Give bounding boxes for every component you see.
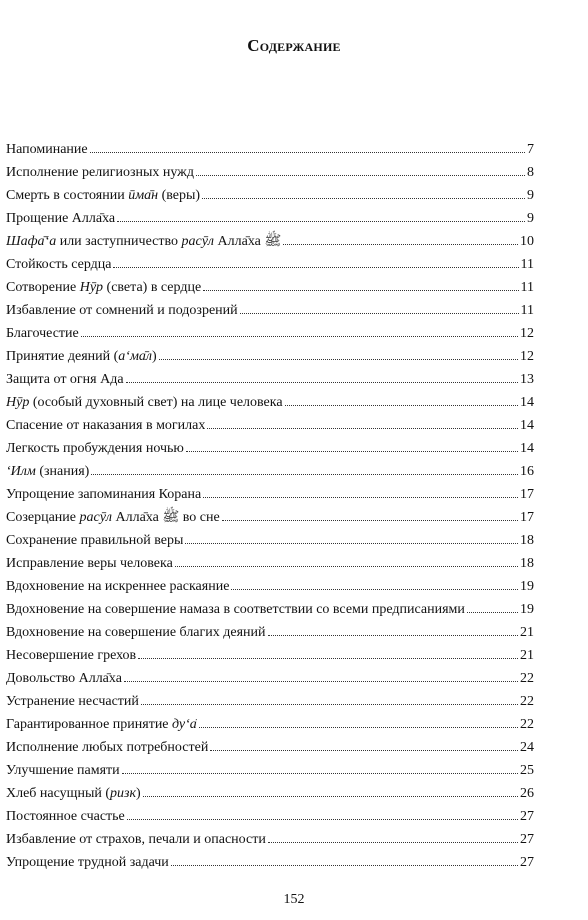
dot-leader	[196, 175, 525, 176]
toc-entry-title	[6, 529, 183, 552]
toc-entry-title	[6, 851, 169, 874]
toc-entry-page: 27	[520, 809, 534, 824]
toc-entry-page: 27	[520, 832, 534, 847]
toc-entry-title	[6, 391, 283, 414]
toc-entry-title	[6, 621, 266, 644]
toc-entry-text: Смерть в состоянии	[6, 188, 129, 203]
toc-entry-text: (особый духовный свет) на лице человека	[29, 395, 283, 410]
toc-entry-title	[6, 598, 465, 621]
toc-entry-text: Благочестие	[6, 326, 79, 341]
toc-entry	[6, 598, 534, 621]
toc-entry-title	[6, 736, 208, 759]
toc-entry	[6, 690, 534, 713]
toc-entry-title	[6, 782, 141, 805]
toc-entry	[6, 253, 534, 276]
toc-entry	[6, 184, 534, 207]
dot-leader	[203, 290, 518, 291]
toc-entry-text: Упрощение трудной задачи	[6, 855, 169, 870]
dot-leader	[203, 497, 518, 498]
toc-entry-page: 12	[520, 326, 534, 341]
toc-entry	[6, 805, 534, 828]
dot-leader	[268, 635, 518, 636]
dot-leader	[210, 750, 518, 751]
toc-entry	[6, 483, 534, 506]
toc-entry-text: Избавление от сомнений и подозрений	[6, 303, 238, 318]
toc-entry-page: 14	[520, 395, 534, 410]
toc-entry-page: 21	[520, 625, 534, 640]
toc-entry-text: Вдохновение на совершение благих деяний	[6, 625, 266, 640]
dot-leader	[185, 543, 518, 544]
toc-entry-title	[6, 575, 229, 598]
dot-leader	[124, 681, 518, 682]
toc-entry-text: )	[151, 349, 157, 364]
dot-leader	[240, 313, 519, 314]
dot-leader	[90, 152, 525, 153]
toc-entry-text: Упрощение запоминания Корана	[6, 487, 202, 502]
toc-entry-text: Легкость пробуждения ночью	[6, 441, 184, 456]
toc-entry	[6, 391, 534, 414]
toc-entry-page: 19	[520, 579, 534, 594]
toc-entry	[6, 529, 534, 552]
toc-entry	[6, 736, 534, 759]
toc-entry-title	[6, 253, 111, 276]
toc-entry-text: Прощение Алла̄ха	[6, 211, 116, 226]
toc-entry-text: Исполнение религиозных нужд	[6, 165, 194, 180]
toc-entry-title	[6, 483, 201, 506]
table-of-contents	[6, 138, 534, 874]
dot-leader	[113, 267, 518, 268]
toc-entry-term: Нӯр	[79, 280, 104, 295]
toc-entry-page: 22	[520, 717, 534, 732]
toc-entry-text: Гарантированное принятие	[6, 717, 173, 732]
toc-entry-page: 16	[520, 464, 534, 479]
toc-entry-page: 17	[520, 510, 534, 525]
toc-entry-title	[6, 690, 139, 713]
toc-entry-page: 24	[520, 740, 534, 755]
toc-entry-term: ʻИлм	[6, 464, 36, 479]
toc-entry-text: Улучшение памяти	[6, 763, 120, 778]
toc-entry-text: Напоминание	[6, 142, 88, 157]
toc-entry-title	[6, 230, 281, 253]
toc-entry	[6, 460, 534, 483]
toc-entry-text: Вдохновение на совершение намаза в соответствии со всеми предписаниями	[6, 602, 465, 617]
toc-entry-title	[6, 414, 205, 437]
dot-leader	[122, 773, 518, 774]
dot-leader	[143, 796, 518, 797]
toc-entry-term: дуʻа̄	[172, 717, 197, 732]
dot-leader	[231, 589, 518, 590]
toc-entry-term: ӣма̄н	[128, 188, 159, 203]
toc-entry-text: Исправление веры человека	[6, 556, 173, 571]
toc-entry-text: Стойкость сердца	[6, 257, 112, 272]
dot-leader	[91, 474, 518, 475]
toc-entry-title	[6, 805, 125, 828]
toc-entry-page: 27	[520, 855, 534, 870]
toc-entry-page: 12	[520, 349, 534, 364]
toc-entry-title	[6, 184, 200, 207]
toc-entry	[6, 644, 534, 667]
toc-entry	[6, 621, 534, 644]
dot-leader	[285, 405, 518, 406]
toc-entry-title	[6, 713, 197, 736]
toc-entry	[6, 230, 534, 253]
toc-entry-page: 21	[520, 648, 534, 663]
toc-entry-page: 13	[520, 372, 534, 387]
toc-entry-text: (веры)	[158, 188, 201, 203]
toc-entry	[6, 138, 534, 161]
toc-entry-text: или заступничество	[56, 234, 182, 249]
toc-entry-text: )	[136, 786, 141, 801]
toc-entry	[6, 322, 534, 345]
toc-entry-text: Хлеб насущный (	[6, 786, 111, 801]
toc-entry-title	[6, 161, 194, 184]
toc-entry-title	[6, 368, 124, 391]
toc-entry-text: Устранение несчастий	[6, 694, 139, 709]
toc-entry-page: 14	[520, 441, 534, 456]
toc-entry-page: 22	[520, 671, 534, 686]
dot-leader	[199, 727, 518, 728]
toc-entry-text: Постоянное счастье	[6, 809, 125, 824]
toc-entry-term: расӯл	[181, 234, 215, 249]
toc-entry-title	[6, 644, 136, 667]
dot-leader	[159, 359, 518, 360]
toc-entry-page: 11	[520, 303, 534, 318]
toc-entry	[6, 506, 534, 529]
toc-entry-text: Алла̄ха ﷺ во сне	[112, 510, 220, 525]
toc-entry-text: Созерцание	[6, 510, 80, 525]
toc-entry-term: Нӯр	[6, 395, 30, 410]
toc-entry-title	[6, 759, 120, 782]
toc-entry-term: ризк	[110, 786, 137, 801]
toc-entry-text: Избавление от страхов, печали и опасности	[6, 832, 266, 847]
toc-entry-text: Спасение от наказания в могилах	[6, 418, 206, 433]
toc-entry	[6, 828, 534, 851]
toc-entry	[6, 345, 534, 368]
dot-leader	[141, 704, 518, 705]
toc-entry-title	[6, 828, 266, 851]
toc-entry-title	[6, 345, 157, 368]
dot-leader	[467, 612, 518, 613]
dot-leader	[283, 244, 518, 245]
dot-leader	[126, 382, 518, 383]
toc-entry-title	[6, 437, 184, 460]
toc-entry-page: 22	[520, 694, 534, 709]
toc-entry-page: 18	[520, 533, 534, 548]
toc-entry	[6, 437, 534, 460]
dot-leader	[138, 658, 518, 659]
toc-entry	[6, 207, 534, 230]
toc-entry-page: 26	[520, 786, 534, 801]
dot-leader	[175, 566, 518, 567]
toc-entry-term: расӯл	[79, 510, 113, 525]
toc-entry-title	[6, 322, 79, 345]
toc-entry-page: 25	[520, 763, 534, 778]
toc-entry-text: Защита от огня Ада	[6, 372, 124, 387]
toc-entry	[6, 161, 534, 184]
toc-entry	[6, 667, 534, 690]
toc-entry-title	[6, 460, 89, 483]
page-title: Содержание	[247, 36, 341, 55]
toc-entry-page: 7	[527, 142, 534, 157]
toc-entry-term: аʻма̄л	[118, 349, 152, 364]
toc-entry	[6, 414, 534, 437]
toc-entry-term: Шафа̄ʻа	[6, 234, 57, 249]
toc-entry-title	[6, 667, 122, 690]
dot-leader	[127, 819, 518, 820]
toc-entry-text: Довольство Алла̄ха	[6, 671, 122, 686]
toc-entry-page: 8	[527, 165, 534, 180]
toc-entry-text: (света) в сердце	[103, 280, 202, 295]
dot-leader	[207, 428, 518, 429]
toc-entry	[6, 552, 534, 575]
toc-entry-page: 11	[520, 257, 534, 272]
toc-entry	[6, 276, 534, 299]
toc-entry-title	[6, 552, 173, 575]
toc-entry-text: Сотворение	[6, 280, 80, 295]
toc-entry	[6, 759, 534, 782]
toc-entry	[6, 575, 534, 598]
toc-entry-page: 18	[520, 556, 534, 571]
toc-entry-text: Несовершение грехов	[6, 648, 137, 663]
toc-entry-page: 17	[520, 487, 534, 502]
toc-entry-page: 10	[520, 234, 534, 249]
dot-leader	[222, 520, 518, 521]
toc-entry-text: Вдохновение на искреннее раскаяние	[6, 579, 230, 594]
toc-entry	[6, 782, 534, 805]
toc-entry-text: Алла̄ха ﷺ	[214, 234, 282, 249]
dot-leader	[117, 221, 525, 222]
toc-entry-title	[6, 276, 201, 299]
dot-leader	[171, 865, 518, 866]
toc-entry-title	[6, 138, 88, 161]
toc-entry-page: 19	[520, 602, 534, 617]
toc-entry-page: 9	[527, 188, 534, 203]
toc-entry-page: 14	[520, 418, 534, 433]
toc-entry-page: 11	[520, 280, 534, 295]
toc-entry-text: Сохранение правильной веры	[6, 533, 184, 548]
toc-entry	[6, 851, 534, 874]
toc-entry	[6, 713, 534, 736]
dot-leader	[268, 842, 518, 843]
toc-entry-page: 9	[527, 211, 534, 226]
dot-leader	[202, 198, 525, 199]
toc-entry-text: Принятие деяний (	[6, 349, 119, 364]
toc-entry-title	[6, 506, 220, 529]
toc-entry-text: Исполнение любых потребностей	[6, 740, 209, 755]
toc-entry	[6, 299, 534, 322]
page-number: 152	[283, 892, 305, 907]
toc-entry-title	[6, 207, 115, 230]
toc-entry-text: (знания)	[35, 464, 90, 479]
toc-entry-title	[6, 299, 238, 322]
toc-entry	[6, 368, 534, 391]
dot-leader	[81, 336, 518, 337]
dot-leader	[186, 451, 518, 452]
